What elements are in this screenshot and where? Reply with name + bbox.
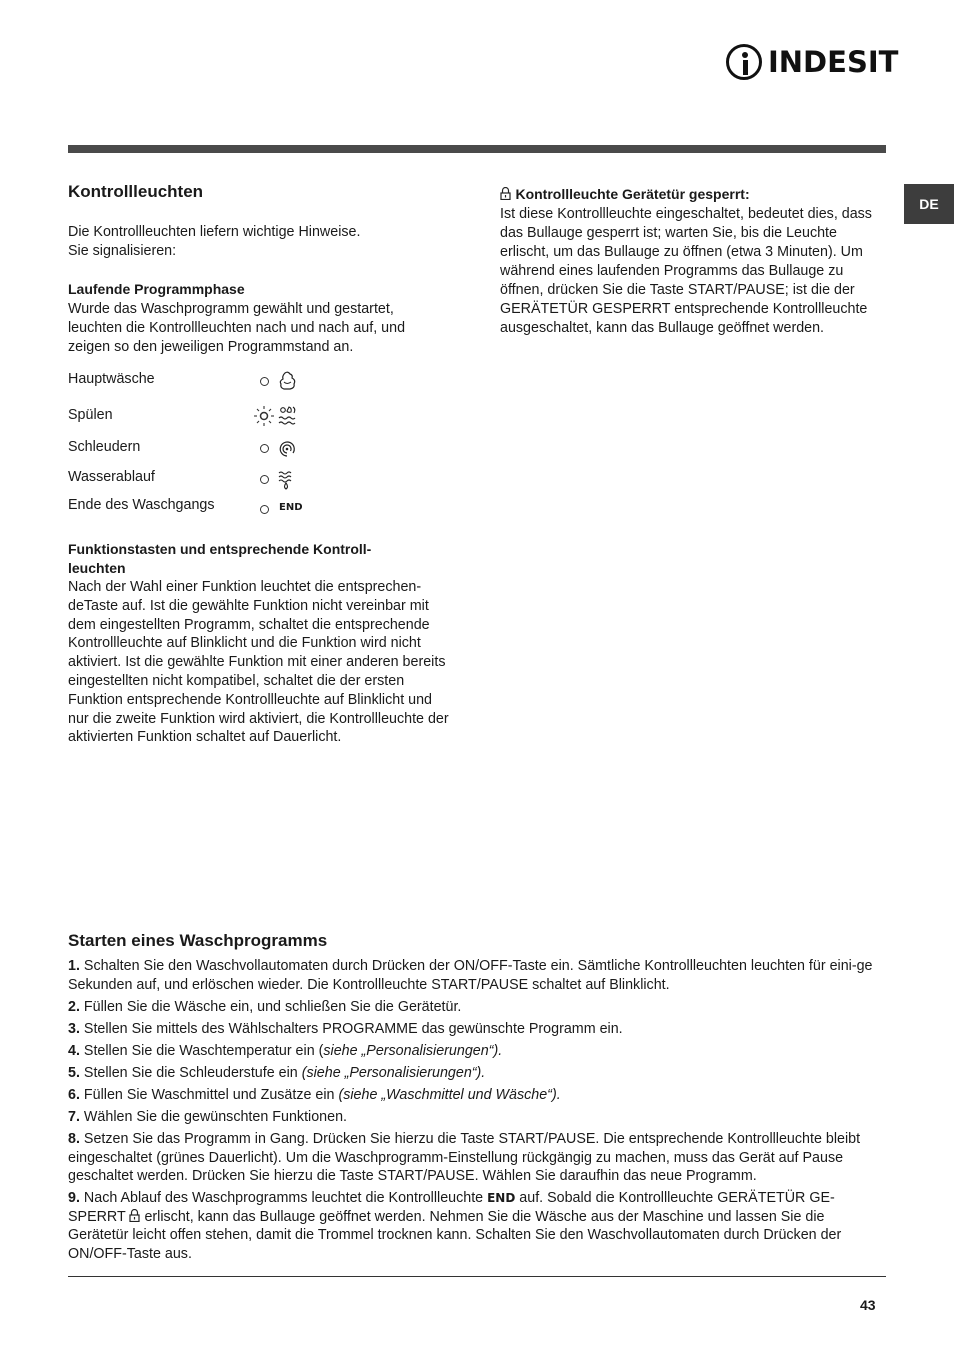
lock-icon bbox=[129, 1209, 140, 1222]
function-text: Nach der Wahl einer Funktion leuchtet die entsprechen-deTaste auf. Ist die gewählte Funktion nicht vereinbar mit dem eingestellten Programm, schaltet die entsprechende Kontrollleuchte auf Blinklicht und die Funktion wird nicht aktiviert. Ist die gewählte Funktion mit einer anderen bereits eingestellten nicht kompatibel, schaltet die der ersten Funktion entsprechende Kontrollleuchte auf Blinklicht und nur die zweite Funktion wird aktiviert, die Kontrollleuchte der aktivierten Funktion schaltet auf Dauerlicht. bbox=[68, 579, 449, 746]
list-item: 8. Setzen Sie das Programm in Gang. Drücken Sie hierzu die Taste START/PAUSE. Die entsprechende Kontrollleuchte bleibt eingeschaltet (grünes Dauerlicht). Um die Waschprogramm-Einstellung rückgängig zu machen, muss das Gerät auf Pause geschaltet werden. Drücken Sie hierzu die Taste START/PAUSE. Wählen Sie daraufhin das neue Programm. bbox=[68, 1131, 861, 1185]
phase-label: Hauptwäsche bbox=[68, 371, 155, 387]
indicator-led bbox=[260, 377, 269, 386]
phase-label: Schleudern bbox=[68, 439, 141, 455]
door-lock-heading: Kontrollleuchte Gerätetür gesperrt: bbox=[515, 186, 750, 202]
phase-row bbox=[68, 406, 308, 430]
door-lock-heading-row bbox=[500, 186, 886, 204]
main-wash-icon bbox=[278, 370, 298, 392]
phase-row bbox=[68, 496, 308, 520]
brand-name: INDESIT bbox=[768, 44, 899, 79]
footer-divider bbox=[68, 1276, 886, 1277]
list-item: 6. Füllen Sie Waschmittel und Zusätze ein (siehe „Waschmittel und Wäsche“). bbox=[68, 1086, 561, 1103]
indicator-led bbox=[260, 505, 269, 514]
phase-label: Spülen bbox=[68, 407, 113, 423]
list-item: 2. Füllen Sie die Wäsche ein, und schließen Sie die Gerätetür. bbox=[68, 998, 462, 1015]
list-item: 7. Wählen Sie die gewünschten Funktionen. bbox=[68, 1109, 347, 1126]
list-item: 3. Stellen Sie mittels des Wählschalters PROGRAMME das gewünschte Programm ein. bbox=[68, 1020, 623, 1037]
page-number: 43 bbox=[860, 1297, 876, 1313]
section-title-kontrollleuchten: Kontrollleuchten bbox=[68, 182, 204, 201]
drain-icon bbox=[278, 470, 296, 492]
function-heading-line-2: leuchten bbox=[68, 560, 126, 576]
brand-logo bbox=[726, 40, 898, 84]
language-tab: DE bbox=[904, 184, 954, 224]
brand-logo-icon bbox=[726, 44, 762, 80]
phase-text: Wurde das Waschprogramm gewählt und gestartet, leuchten die Kontrollleuchten nach und nach auf, und zeigen so den jeweiligen Programmstand an. bbox=[68, 301, 406, 355]
section-title-starten: Starten eines Waschprogramms bbox=[68, 931, 328, 950]
start-steps-list bbox=[68, 957, 886, 1267]
list-item: 5. Stellen Sie die Schleuderstufe ein (siehe „Personalisierungen“). bbox=[68, 1064, 486, 1081]
list-item: 9. Nach Ablauf des Waschprogramms leuchtet die Kontrollleuchte END auf. Sobald die Kontrollleuchte GERÄTETÜR GE-SPERRT erlischt, kann das Bullauge geöffnet werden. Nehmen Sie die Wäsche aus der Maschine und lassen Sie die Gerätetür leicht offen stehen, damit die Trommel trocknen kann. Schalten Sie den Waschvollautomaten durch Drücken der ON/OFF-Taste aus. bbox=[68, 1190, 842, 1262]
phase-heading: Laufende Programmphase bbox=[68, 281, 245, 297]
list-item: 1. Schalten Sie den Waschvollautomaten durch Drücken der ON/OFF-Taste ein. Sämtliche Kontrollleuchten leuchten für eini-ge Sekunden auf, und erlöschen wieder. Die Kontrollleuchte START/PAUSE schaltet auf Blinklicht. bbox=[68, 958, 873, 993]
blinking-led-icon bbox=[252, 405, 276, 427]
end-icon: END bbox=[279, 502, 303, 513]
door-lock-text: Ist diese Kontrollleuchte eingeschaltet, bedeutet dies, dass das Bullauge gesperrt ist; warten Sie, bis die Leuchte erlischt, um das Bullauge zu öffnen (etwa 3 Minuten). Um während eines laufenden Programms das Bullauge zu öffnen, drücken Sie die Taste START/PAUSE; ist die der GERÄTETÜR GESPERRT entsprechende Kontrollleuchte ausgeschaltet, kann das Bullauge geöffnet werden. bbox=[500, 206, 872, 336]
phase-row bbox=[68, 438, 308, 462]
rinse-icon bbox=[278, 404, 298, 428]
phase-label: Ende des Waschgangs bbox=[68, 497, 215, 513]
indicator-led bbox=[260, 475, 269, 484]
end-icon: END bbox=[487, 1191, 516, 1206]
intro-line-2: Sie signalisieren: bbox=[68, 243, 177, 259]
indicator-led bbox=[260, 444, 269, 453]
function-heading-line-1: Funktionstasten und entsprechende Kontroll- bbox=[68, 541, 372, 557]
phase-row bbox=[68, 468, 308, 492]
phase-label: Wasserablauf bbox=[68, 469, 155, 485]
phase-row bbox=[68, 370, 308, 394]
intro-line-1: Die Kontrollleuchten liefern wichtige Hinweise. bbox=[68, 224, 361, 240]
header-divider bbox=[68, 145, 886, 153]
list-item: 4. Stellen Sie die Waschtemperatur ein (siehe „Personalisierungen“). bbox=[68, 1042, 503, 1059]
lock-icon bbox=[500, 187, 511, 200]
spin-icon bbox=[278, 440, 296, 458]
